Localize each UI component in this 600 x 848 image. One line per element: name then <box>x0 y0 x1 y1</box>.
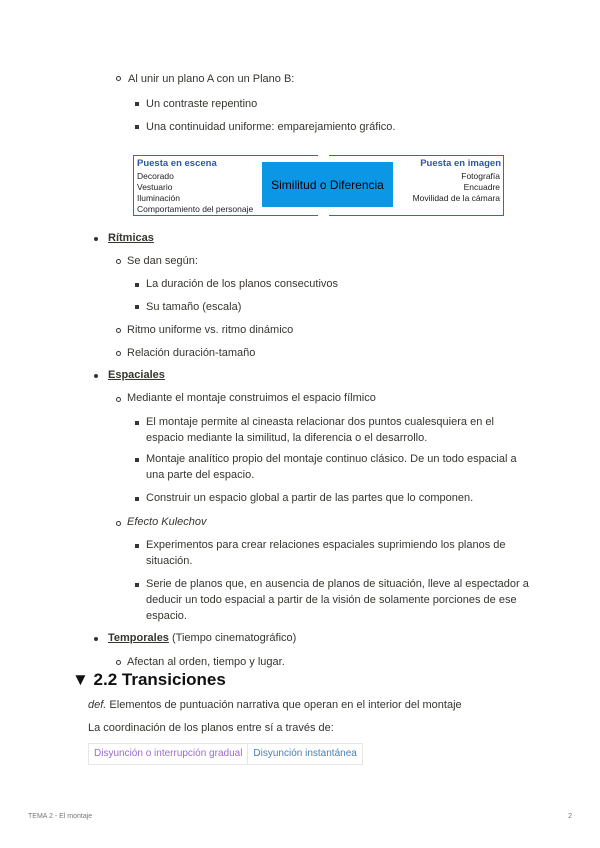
list-item: Se dan según: <box>127 255 198 267</box>
list-item-continuation: situación. <box>146 555 193 567</box>
square-bullet <box>135 544 139 548</box>
disc-bullet <box>94 237 98 241</box>
diagram-left-title: Puesta en escena <box>137 158 217 169</box>
tag-disyuncion-gradual: Disyunción o interrupción gradual <box>89 744 248 764</box>
coordination-text: La coordinación de los planos entre sí a través de: <box>88 722 334 734</box>
def-label: def. <box>88 699 107 711</box>
circle-bullet <box>116 397 121 402</box>
diagram-left-item: Vestuario <box>137 182 173 192</box>
list-item-continuation: espacio. <box>146 610 187 622</box>
diagram-right-item: Encuadre <box>463 182 500 192</box>
tag-row <box>88 743 363 765</box>
list-item: Un contraste repentino <box>146 98 258 110</box>
square-bullet <box>135 421 139 425</box>
section-temporales <box>108 631 296 645</box>
section-ritmicas: Rítmicas <box>108 232 154 244</box>
square-bullet <box>135 283 139 287</box>
circle-bullet <box>116 259 121 264</box>
def-text: Elementos de puntuación narrativa que operan en el interior del montaje <box>106 699 462 711</box>
diagram-right-item: Movilidad de la cámara <box>412 193 500 203</box>
similitud-diagram <box>133 155 504 216</box>
list-item: La duración de los planos consecutivos <box>146 278 339 290</box>
definition-line <box>88 698 462 712</box>
circle-bullet <box>116 521 121 526</box>
circle-bullet <box>116 76 121 81</box>
list-item: Efecto Kulechov <box>127 516 207 528</box>
list-item-continuation: deducir un todo espacial a partir de la visión de solamente porciones de ese <box>146 594 517 606</box>
square-bullet <box>135 305 139 309</box>
disc-bullet <box>94 637 98 641</box>
square-bullet <box>135 497 139 501</box>
section-heading-transiciones[interactable]: ▼ 2.2 Transiciones <box>72 670 226 689</box>
diagram-left-item: Decorado <box>137 171 174 181</box>
square-bullet <box>135 458 139 462</box>
list-item: Experimentos para crear relaciones espaciales suprimiendo los planos de <box>146 539 506 551</box>
square-bullet <box>135 125 139 129</box>
diagram-right-title: Puesta en imagen <box>420 158 501 169</box>
square-bullet <box>135 102 139 106</box>
list-item: Construir un espacio global a partir de las partes que lo componen. <box>146 492 474 504</box>
list-item: Su tamaño (escala) <box>146 301 242 313</box>
footer-title: TEMA 2 - El montaje <box>28 813 93 820</box>
list-item: Una continuidad uniforme: emparejamiento gráfico. <box>146 121 396 133</box>
list-item: Mediante el montaje construimos el espacio fílmico <box>127 392 376 404</box>
list-item-continuation: una parte del espacio. <box>146 469 255 481</box>
diagram-right-item: Fotografía <box>461 171 500 181</box>
diagram-center-box: Similitud o Diferencia <box>262 162 393 207</box>
list-item: Relación duración-tamaño <box>127 347 256 359</box>
temporales-subtitle: (Tiempo cinematográfico) <box>168 632 297 644</box>
tag-disyuncion-instantanea: Disyunción instantánea <box>253 748 357 759</box>
list-item: Montaje analítico propio del montaje continuo clásico. De un todo espacial a <box>146 453 517 465</box>
list-item: Afectan al orden, tiempo y lugar. <box>127 656 285 668</box>
list-item: Al unir un plano A con un Plano B: <box>128 73 295 85</box>
list-item: El montaje permite al cineasta relacionar dos puntos cualesquiera en el <box>146 416 494 428</box>
list-item-continuation: espacio mediante la similitud, la diferencia o el desarrollo. <box>146 432 428 444</box>
disc-bullet <box>94 374 98 378</box>
temporales-title: Temporales <box>108 632 169 644</box>
square-bullet <box>135 583 139 587</box>
list-item: Ritmo uniforme vs. ritmo dinámico <box>127 324 294 336</box>
diagram-left-item: Iluminación <box>137 193 180 203</box>
circle-bullet <box>116 328 121 333</box>
list-item: Serie de planos que, en ausencia de planos de situación, lleve al espectador a <box>146 578 529 590</box>
diagram-left-item: Comportamiento del personaje <box>137 204 254 214</box>
circle-bullet <box>116 351 121 356</box>
section-espaciales: Espaciales <box>108 369 165 381</box>
circle-bullet <box>116 660 121 665</box>
footer-page-number: 2 <box>568 813 572 820</box>
